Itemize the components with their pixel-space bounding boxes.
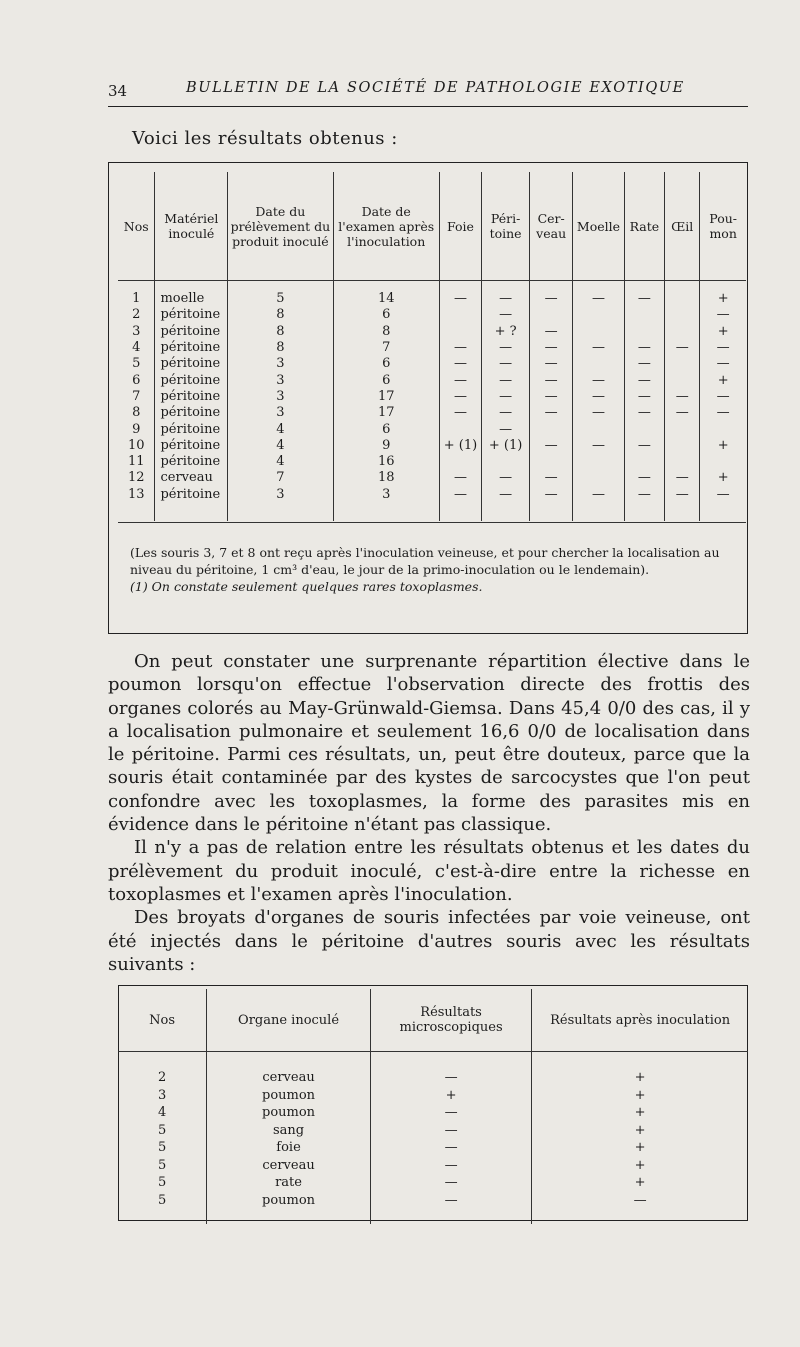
table-1-cell <box>665 324 700 340</box>
table-1-cell: 4 <box>228 454 333 470</box>
table-1-cell: péritoine <box>155 405 228 421</box>
table-1-cell: — <box>624 405 664 421</box>
journal-title: BULLETIN DE LA SOCIÉTÉ DE PATHOLOGIE EXOTIQUE <box>186 80 685 96</box>
table-1-note-text: (Les souris 3, 7 et 8 ont reçu après l'inoculation veineuse, et pour chercher la localisation au niveau du péritoine, 1 cm³ d'eau, le jour de la primo-inoculation ou le lendemain). <box>130 545 720 577</box>
table-1-grid <box>118 172 746 521</box>
table-1-cell: 8 <box>132 405 141 421</box>
header-rule <box>108 106 748 107</box>
table-1-cell: 17 <box>333 405 439 421</box>
table-1-cell <box>439 421 481 437</box>
table-1-cell: — <box>700 487 746 521</box>
table-1-cell: 16 <box>333 454 439 470</box>
table-1-cell: 7 <box>228 470 333 486</box>
table-1-cell: péritoine <box>155 324 228 340</box>
table-1-cell: 8 <box>333 324 439 340</box>
table-1-cell: — <box>482 389 530 405</box>
table-row <box>118 454 746 470</box>
table-1-cell: 4 <box>132 340 141 356</box>
table-row <box>118 487 746 521</box>
table-1-cell <box>530 421 573 437</box>
table-1-cell <box>573 324 624 340</box>
table-1-cell: — <box>482 356 530 372</box>
table-1-header-cell: Nos <box>118 172 155 281</box>
table-1-note-rule <box>118 522 746 523</box>
table-1-cell: — <box>665 470 700 486</box>
table-2-cell: 2 <box>157 1070 167 1086</box>
table-1-cell: péritoine <box>155 372 228 388</box>
table-2-cell: — <box>370 1052 531 1087</box>
table-1-cell: — <box>439 340 481 356</box>
table-1-cell: 3 <box>132 323 141 339</box>
table-1-cell: — <box>482 487 530 521</box>
table-1-header-cell: Date de l'examen après l'inoculation <box>333 172 439 281</box>
table-2-cell: foie <box>207 1139 371 1157</box>
table-1-cell: — <box>573 405 624 421</box>
table-1-cell: + (1) <box>482 438 530 454</box>
table-2-grid <box>118 989 748 1224</box>
table-row <box>118 1122 748 1140</box>
table-1-cell <box>665 356 700 372</box>
table-1-cell <box>665 438 700 454</box>
table-1-cell: moelle <box>155 281 228 308</box>
table-1-note <box>130 544 742 595</box>
table-1-cell <box>624 454 664 470</box>
table-1-cell: + <box>700 324 746 340</box>
table-1-cell: — <box>700 307 746 323</box>
table-1-cell: — <box>439 281 481 308</box>
table-1-cell: — <box>439 470 481 486</box>
table-row <box>118 405 746 421</box>
table-1-cell: 14 <box>333 281 439 308</box>
table-row <box>118 1104 748 1122</box>
table-1-cell: 7 <box>132 388 141 404</box>
table-row <box>118 307 746 323</box>
table-1-cell: péritoine <box>155 307 228 323</box>
table-1-cell: — <box>439 389 481 405</box>
table-1-cell: 6 <box>333 356 439 372</box>
page-number: 34 <box>108 82 128 100</box>
results-table-2 <box>118 985 750 1223</box>
table-1-cell <box>624 421 664 437</box>
table-1-cell: + <box>700 438 746 454</box>
table-1-cell: — <box>624 470 664 486</box>
table-1-cell: 3 <box>228 405 333 421</box>
table-2-cell: poumon <box>207 1192 371 1225</box>
table-1-cell: — <box>482 470 530 486</box>
table-1-cell: — <box>482 340 530 356</box>
table-1-cell: — <box>665 340 700 356</box>
table-1-cell <box>530 454 573 470</box>
paragraph: Il n'y a pas de relation entre les résultats obtenus et les dates du prélèvement du produit inoculé, c'est-à-dire entre la richesse en toxoplasmes et l'examen après l'inoculation. <box>108 837 750 905</box>
table-2-cell: + <box>532 1104 748 1122</box>
body-text <box>108 650 750 976</box>
table-2-cell: + <box>370 1087 531 1105</box>
table-1-cell: — <box>624 281 664 308</box>
table-1-cell: péritoine <box>155 389 228 405</box>
table-1-cell: péritoine <box>155 356 228 372</box>
table-1-cell: — <box>624 340 664 356</box>
table-row <box>118 1087 748 1105</box>
table-1-cell: — <box>530 340 573 356</box>
table-1-cell: — <box>530 356 573 372</box>
table-1-cell: — <box>530 324 573 340</box>
table-row <box>118 470 746 486</box>
table-1-cell <box>439 454 481 470</box>
table-1-cell: péritoine <box>155 438 228 454</box>
results-table-1 <box>108 162 750 637</box>
table-1-cell: — <box>573 281 624 308</box>
table-1-cell: — <box>700 340 746 356</box>
table-1-cell: — <box>700 389 746 405</box>
table-1-cell: — <box>573 389 624 405</box>
table-1-cell: — <box>665 389 700 405</box>
table-1-cell: 5 <box>228 281 333 308</box>
table-1-cell: 6 <box>132 372 141 388</box>
table-1-cell: — <box>624 487 664 521</box>
table-1-footnote: (1) On constate seulement quelques rares toxoplasmes. <box>130 579 483 594</box>
table-1-cell: 3 <box>228 389 333 405</box>
table-1-cell: — <box>573 340 624 356</box>
table-1-cell: — <box>530 405 573 421</box>
table-2-cell: sang <box>207 1122 371 1140</box>
table-2-cell: — <box>370 1157 531 1175</box>
table-2-cell: rate <box>207 1174 371 1192</box>
table-2-cell: cerveau <box>207 1157 371 1175</box>
table-1-cell <box>665 281 700 308</box>
table-2-cell: + <box>532 1087 748 1105</box>
table-1-cell <box>439 307 481 323</box>
table-1-cell: — <box>482 281 530 308</box>
table-2-cell: cerveau <box>207 1052 371 1087</box>
table-2-cell: + <box>532 1052 748 1087</box>
table-1-cell: — <box>665 487 700 521</box>
table-1-header-cell: Moelle <box>573 172 624 281</box>
table-1-cell <box>665 454 700 470</box>
table-1-cell <box>665 372 700 388</box>
table-1-cell: 3 <box>228 372 333 388</box>
table-1-cell: + <box>700 281 746 308</box>
table-1-cell: — <box>665 405 700 421</box>
table-row <box>118 372 746 388</box>
table-1-cell <box>573 421 624 437</box>
table-2-cell: 5 <box>157 1122 167 1138</box>
table-2-cell: poumon <box>207 1087 371 1105</box>
table-1-cell: — <box>573 438 624 454</box>
table-1-cell <box>665 421 700 437</box>
table-1-cell: 18 <box>333 470 439 486</box>
table-1-cell: — <box>482 307 530 323</box>
table-1-cell: + <box>700 470 746 486</box>
table-1-cell: 6 <box>333 307 439 323</box>
table-1-header-cell: Foie <box>439 172 481 281</box>
table-2-cell: 5 <box>157 1175 167 1191</box>
table-row <box>118 356 746 372</box>
table-1-cell: 3 <box>228 356 333 372</box>
table-1-cell: 10 <box>127 437 145 453</box>
table-1-cell <box>573 356 624 372</box>
table-2-cell: + <box>532 1139 748 1157</box>
table-1-cell <box>573 454 624 470</box>
intro-line: Voici les résultats obtenus : <box>132 128 398 149</box>
table-1-cell: 2 <box>132 307 141 323</box>
table-1-cell: — <box>530 372 573 388</box>
table-1-header-cell: Rate <box>624 172 664 281</box>
table-1-cell: — <box>573 372 624 388</box>
table-1-header-cell: Pou- mon <box>700 172 746 281</box>
table-1-header-cell: Date du prélèvement du produit inoculé <box>228 172 333 281</box>
table-2-cell: 3 <box>157 1087 167 1103</box>
table-1-cell: 9 <box>132 421 141 437</box>
table-2-cell: — <box>370 1174 531 1192</box>
table-2-cell: — <box>370 1104 531 1122</box>
table-1-cell: + (1) <box>439 438 481 454</box>
table-1-cell: — <box>482 421 530 437</box>
table-2-cell: — <box>370 1139 531 1157</box>
table-1-cell: — <box>530 389 573 405</box>
table-1-cell: 4 <box>228 438 333 454</box>
table-2-cell: 5 <box>157 1157 167 1173</box>
table-1-cell: péritoine <box>155 421 228 437</box>
table-1-cell <box>624 307 664 323</box>
table-1-cell: — <box>700 356 746 372</box>
table-1-cell: — <box>530 470 573 486</box>
table-1-header-cell: Matériel inoculé <box>155 172 228 281</box>
table-row <box>118 340 746 356</box>
table-1-cell <box>439 324 481 340</box>
table-1-cell <box>530 307 573 323</box>
table-1-cell <box>624 324 664 340</box>
table-2-cell: 4 <box>157 1105 167 1121</box>
table-2-cell: poumon <box>207 1104 371 1122</box>
table-1-cell: — <box>439 405 481 421</box>
table-1-cell <box>573 470 624 486</box>
table-1-cell: péritoine <box>155 454 228 470</box>
table-2-header-cell: Résultats après inoculation <box>532 989 748 1052</box>
table-1-cell: — <box>530 438 573 454</box>
table-row <box>118 1174 748 1192</box>
table-row <box>118 421 746 437</box>
table-1-cell: 3 <box>333 487 439 521</box>
table-1-cell: — <box>624 438 664 454</box>
table-1-cell: — <box>573 487 624 521</box>
table-2-cell: 5 <box>157 1192 167 1208</box>
table-2-header-cell: Organe inoculé <box>207 989 371 1052</box>
table-row <box>118 324 746 340</box>
table-1-cell: — <box>482 405 530 421</box>
table-row <box>118 1192 748 1225</box>
table-2-cell: + <box>532 1122 748 1140</box>
table-1-cell: 5 <box>132 356 141 372</box>
table-2-header-cell: Nos <box>118 989 207 1052</box>
table-1-cell: 13 <box>127 486 145 502</box>
table-1-cell: 8 <box>228 307 333 323</box>
table-1-cell <box>665 307 700 323</box>
table-1-cell: — <box>439 372 481 388</box>
table-1-cell: — <box>700 405 746 421</box>
table-1-cell: + <box>700 372 746 388</box>
table-2-cell: — <box>370 1192 531 1225</box>
table-1-cell: 6 <box>333 421 439 437</box>
running-header <box>108 78 748 106</box>
table-1-cell: 7 <box>333 340 439 356</box>
table-1-cell: 4 <box>228 421 333 437</box>
paragraph: On peut constater une surprenante répartition élective dans le poumon lorsqu'on effectue l'observation directe des frottis des organes colorés au May-Grünwald-Giemsa. Dans 45,4 0/0 des cas, il y a localisation pulmonaire et seulement 16,6 0/0 de localisation dans le péritoine. Parmi ces résultats, un, peut être douteux, parce que la souris était contaminée par des kystes de sarcocystes que l'on peut confondre avec les toxoplasmes, la forme des parasites mis en évidence dans le péritoine n'étant pas classique. <box>108 651 750 836</box>
table-2-cell: — <box>370 1122 531 1140</box>
table-1-cell <box>482 454 530 470</box>
table-row <box>118 389 746 405</box>
table-1-cell: — <box>482 372 530 388</box>
table-1-cell <box>573 307 624 323</box>
table-1-cell: 9 <box>333 438 439 454</box>
table-1-cell: — <box>624 389 664 405</box>
table-1-cell: — <box>624 372 664 388</box>
table-1-cell: 1 <box>132 291 141 307</box>
table-row <box>118 438 746 454</box>
table-1-cell: — <box>439 487 481 521</box>
table-1-cell: — <box>624 356 664 372</box>
table-row <box>118 1139 748 1157</box>
table-row <box>118 1157 748 1175</box>
table-1-header-cell: Péri- toine <box>482 172 530 281</box>
table-1-cell: + ? <box>482 324 530 340</box>
table-2-cell: + <box>532 1157 748 1175</box>
table-1-cell: 11 <box>127 454 145 470</box>
table-1-cell: cerveau <box>155 470 228 486</box>
paragraph: Des broyats d'organes de souris infectées par voie veineuse, ont été injectés dans le péritoine d'autres souris avec les résultats suivants : <box>108 907 750 975</box>
table-row <box>118 1052 748 1087</box>
table-1-cell <box>700 421 746 437</box>
table-2-cell: — <box>532 1192 748 1225</box>
table-1-cell: 3 <box>228 487 333 521</box>
table-1-cell: 8 <box>228 340 333 356</box>
table-1-cell: 6 <box>333 372 439 388</box>
table-2-cell: 5 <box>157 1140 167 1156</box>
table-1-header-cell: Œil <box>665 172 700 281</box>
table-1-header-cell: Cer- veau <box>530 172 573 281</box>
table-1-cell: 12 <box>127 470 145 486</box>
table-row <box>118 281 746 308</box>
table-2-cell: + <box>532 1174 748 1192</box>
table-1-cell: péritoine <box>155 487 228 521</box>
table-1-cell: 17 <box>333 389 439 405</box>
table-1-cell <box>700 454 746 470</box>
table-1-cell: — <box>439 356 481 372</box>
table-1-cell: — <box>530 487 573 521</box>
table-2-header-cell: Résultats microscopiques <box>370 989 531 1052</box>
table-1-cell: 8 <box>228 324 333 340</box>
table-1-cell: péritoine <box>155 340 228 356</box>
table-1-cell: — <box>530 281 573 308</box>
